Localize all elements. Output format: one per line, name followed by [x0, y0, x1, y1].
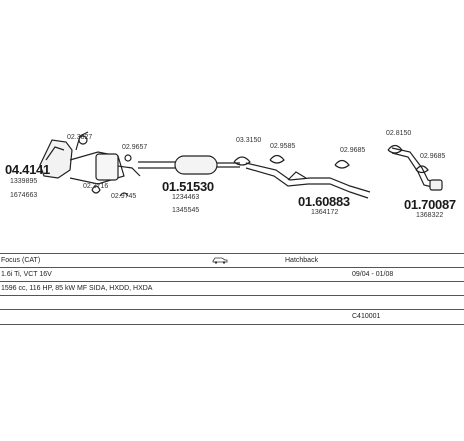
code-cell: C410001 [352, 313, 381, 320]
small-part-label: 02.9685 [340, 147, 366, 154]
small-part-label: 02.3827 [67, 134, 93, 141]
small-part-label: 02.9685 [420, 153, 446, 160]
oem-number-label: 1674663 [10, 192, 38, 199]
small-part-label: 02.9585 [270, 143, 296, 150]
table-row [0, 253, 464, 268]
oem-number-label: 1368322 [416, 212, 444, 219]
engine-cell: 1.6i Ti, VCT 16V [1, 271, 52, 278]
oem-number-label: 1345545 [172, 207, 200, 214]
rear-pipe-drawing [246, 163, 370, 198]
part-number-label: 01.60883 [298, 194, 350, 209]
car-icon [212, 255, 226, 263]
table-row [0, 281, 464, 296]
oem-number-label: 1364172 [311, 209, 339, 216]
small-part-label: 02.3716 [83, 183, 109, 190]
oem-number-label: 1339895 [10, 178, 38, 185]
part-number-label: 01.70087 [404, 197, 456, 212]
body-type-cell: Hatchback [285, 257, 319, 264]
table-row [0, 295, 464, 310]
small-part-label: 02.9657 [122, 144, 148, 151]
table-row [0, 309, 464, 325]
spec-cell: 1596 cc, 116 HP, 85 kW MF SIDA, HXDD, HXDA [1, 285, 153, 292]
part-number-label: 04.4141 [5, 162, 50, 177]
middle-silencer-drawing [138, 156, 240, 174]
years-cell: 09/04 - 01/08 [352, 271, 394, 278]
oem-number-label: 1234463 [172, 194, 200, 201]
part-number-label: 01.51530 [162, 179, 214, 194]
small-part-label: 02.8150 [386, 130, 412, 137]
table-row [0, 267, 464, 282]
model-cell: Focus (CAT) [1, 257, 41, 264]
small-part-label: 03.3150 [236, 137, 262, 144]
small-part-label: 02.9745 [111, 193, 137, 200]
